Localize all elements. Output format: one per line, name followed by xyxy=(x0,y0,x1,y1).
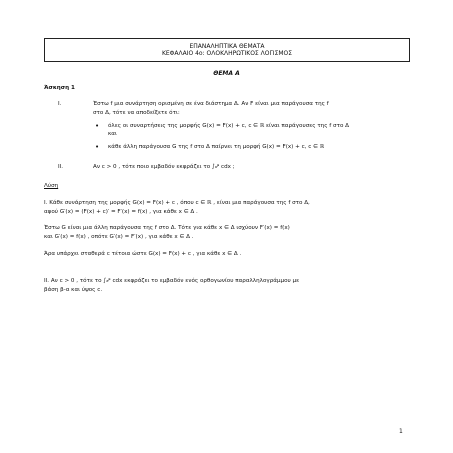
solution-p1-line-1: I. Κάθε συνάρτηση της μορφής G(x) = F(x) + c , όπου c ∈ ℝ , είναι μια παράγουσα της f στο Δ, xyxy=(44,200,310,206)
bullet-icon: • xyxy=(95,143,100,151)
solution-p2-line-1: Έστω G είναι μια άλλη παράγουσα της f στο Δ. Τότε για κάθε x ∈ Δ ισχύουν F′(x) = f(x) xyxy=(44,225,290,231)
question-2-text: Αν c > 0 , τότε ποιο εμβαδόν εκφράζει το ∫ₐᵝ cdx ; xyxy=(93,164,235,170)
header-chapter: ΚΕΦΑΛΑΙΟ 4ο: ΟΛΟΚΛΗΡΩΤΙΚΟΣ ΛΟΓΙΣΜΟΣ xyxy=(161,50,293,57)
solution-p2-line-2: και G′(x) = f(x) , οπότε G′(x) = F′(x) , για κάθε x ∈ Δ . xyxy=(44,234,194,240)
solution-p4-line-2: βάση β-α και ύψος c. xyxy=(44,287,103,293)
question-1-line-1: Έστω f μια συνάρτηση ορισμένη σε ένα διάστημα Δ. Αν F είναι μια παράγουσα της f xyxy=(93,101,329,107)
solution-title: Λύση xyxy=(44,183,59,189)
question-2-number: II. xyxy=(58,164,64,170)
solution-p3: Άρα υπάρχει σταθερά c τέτοια ώστε G(x) = F(x) + c , για κάθε x ∈ Δ . xyxy=(44,251,242,257)
theme-title: ΘΕΜΑ Α xyxy=(213,70,240,77)
question-1-number: I. xyxy=(58,101,62,107)
bullet-icon: • xyxy=(95,122,100,130)
question-1-line-2: στο Δ, τότε να αποδείξετε ότι: xyxy=(93,110,180,116)
page-number: 1 xyxy=(399,428,403,435)
question-1-bullet-1-cont: και xyxy=(108,131,117,137)
header-title: ΕΠΑΝΑΛΗΠΤΙΚΑ ΘΕΜΑΤΑ xyxy=(189,42,265,50)
exercise-title: Άσκηση 1 xyxy=(44,85,75,91)
question-1-bullet-2: κάθε άλλη παράγουσα G της f στο Δ παίρνει τη μορφή G(x) = F(x) + c, c ∈ ℝ xyxy=(108,144,325,150)
solution-p4-line-1: II. Αν c > 0 , τότε το ∫ₐᵝ cdx εκφράζει το εμβαδόν ενός ορθογωνίου παραλληλογράμμου με xyxy=(44,278,300,284)
solution-p1-line-2: αφού G′(x) = (F(x) + c)′ = F′(x) = f(x) , για κάθε x ∈ Δ . xyxy=(44,209,198,215)
header-box xyxy=(44,38,410,62)
question-1-bullet-1: όλες οι συναρτήσεις της μορφής G(x) = F(x) + c, c ∈ ℝ είναι παράγουσες της f στο Δ xyxy=(108,123,349,129)
